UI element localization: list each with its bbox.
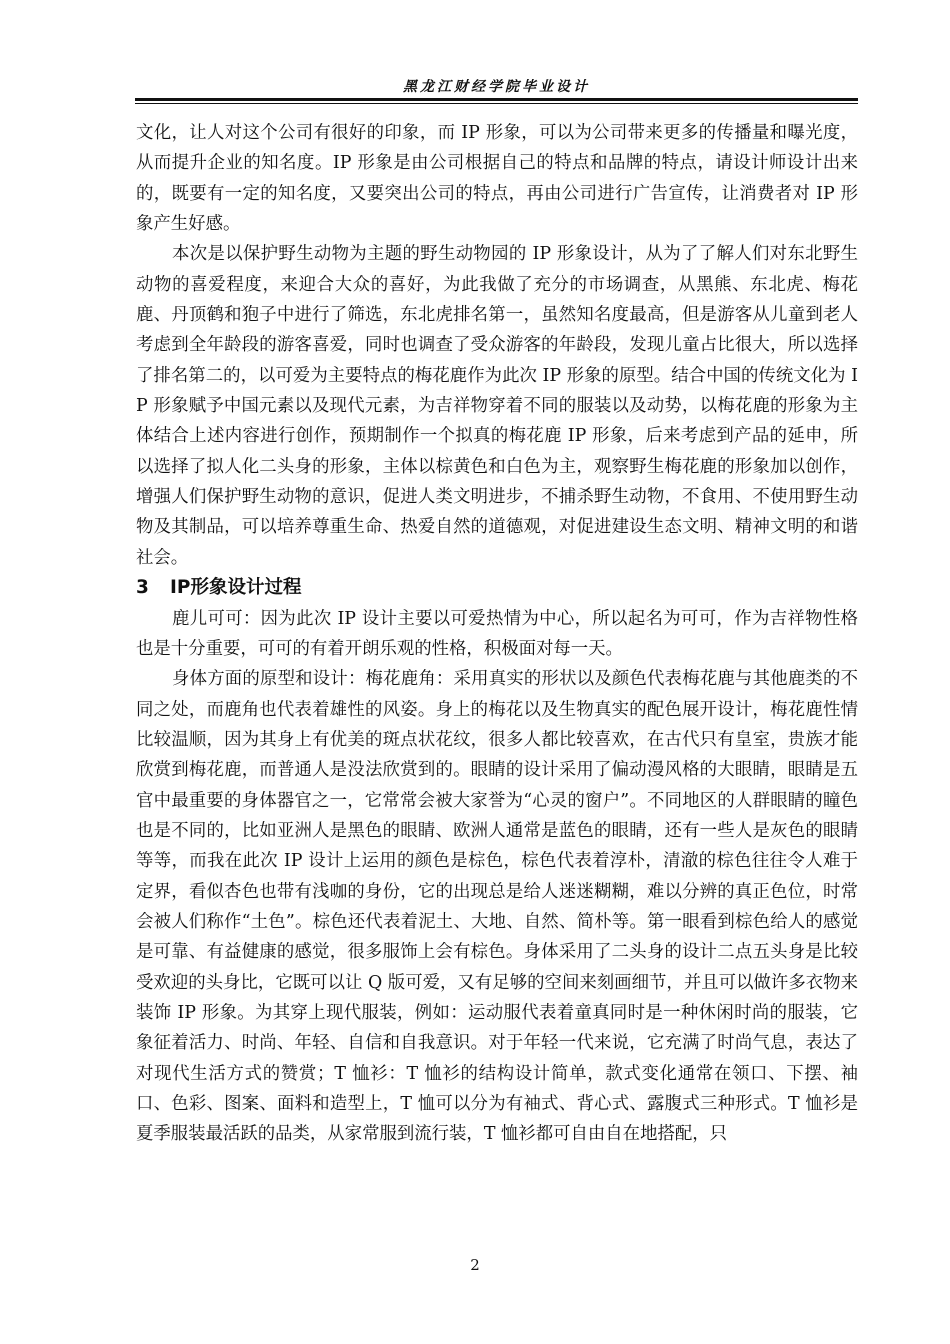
page-number: 2 (470, 1256, 480, 1274)
header-rule-thin (135, 103, 858, 104)
section-heading (136, 573, 858, 603)
paragraph-body-design: 身体方面的原型和设计：梅花鹿角：采用真实的形状以及颜色代表梅花鹿与其他鹿类的不同之处，而鹿角也代表着雄性的风姿。身上的梅花以及生物真实的配色展开设计，梅花鹿性情比较温顺，因为其身上有优美的斑点状花纹，很多人都比较喜欢，在古代只有皇室，贵族才能欣赏到梅花鹿，而普通人是没法欣赏到的。眼睛的设计采用了偏动漫风格的大眼睛，眼睛是五官中最重要的身体器官之一，它常常会被大家誉为“心灵的窗户”。不同地区的人群眼睛的瞳色也是不同的，比如亚洲人是黑色的眼睛、欧洲人通常是蓝色的眼睛，还有一些人是灰色的眼睛等等，而我在此次 IP 设计上运用的颜色是棕色，棕色代表着淳朴，清澈的棕色往往令人难于定界，看似杏色也带有浅咖的身份，它的出现总是给人迷迷糊糊，难以分辨的真正色位，时常会被人们称作“土色”。棕色还代表着泥土、大地、自然、简朴等。第一眼看到棕色给人的感觉是可靠、有益健康的感觉，很多服饰上会有棕色。身体采用了二头身的设计二点五头身是比较受欢迎的头身比，它既可以让 Q 版可爱，又有足够的空间来刻画细节，并且可以做许多衣物来装饰 IP 形象。为其穿上现代服装，例如：运动服代表着童真同时是一种休闲时尚的服装，它象征着活力、时尚、年轻、自信和自我意识。对于年轻一代来说，它充满了时尚气息，表达了对现代生活方式的赞赏；T 恤衫：T 恤衫的结构设计简单，款式变化通常在领口、下摆、袖口、色彩、图案、面料和造型上，T 恤可以分为有袖式、背心式、露腹式三种形式。T 恤衫是夏季服装最活跃的品类，从家常服到流行装，T 恤衫都可自由自在地搭配，只 (136, 669, 858, 1145)
header-rule-thick (135, 98, 858, 101)
paragraph-continued: 文化，让人对这个公司有很好的印象，而 IP 形象，可以为公司带来更多的传播量和曝光度，从而提升企业的知名度。IP 形象是由公司根据自己的特点和品牌的特点，请设计师设计出来的，既要有一定的知名度，又要突出公司的特点，再由公司进行广告宣传，让消费者对 IP 形象产生好感。 (136, 123, 858, 235)
paragraph-project-overview: 本次是以保护野生动物为主题的野生动物园的 IP 形象设计，从为了了解人们对东北野生动物的喜爱程度，来迎合大众的喜好，为此我做了充分的市场调查，从黑熊、东北虎、梅花鹿、丹顶鹤和狍子中进行了筛选，东北虎排名第一，虽然知名度最高，但是游客从儿童到老人考虑到全年龄段的游客喜爱，同时也调查了受众游客的年龄段，发现儿童占比很大，所以选择了排名第二的，以可爱为主要特点的梅花鹿作为此次 IP 形象的原型。结合中国的传统文化为 IP 形象赋予中国元素以及现代元素，为吉祥物穿着不同的服装以及动势，以梅花鹿的形象为主体结合上述内容进行创作，预期制作一个拟真的梅花鹿 IP 形象，后来考虑到产品的延申，所以选择了拟人化二头身的形象，主体以棕黄色和白色为主，观察野生梅花鹿的形象加以创作，增强人们保护野生动物的意识，促进人类文明进步，不捕杀野生动物，不食用、不使用野生动物及其制品，可以培养尊重生命、热爱自然的道德观，对促进建设生态文明、精神文明的和谐社会。 (136, 244, 858, 568)
page-header-title: 黑龙江财经学院毕业设计 (403, 79, 590, 95)
section-number: 3 (136, 577, 149, 599)
body-text (136, 118, 858, 1150)
section-title: IP形象设计过程 (170, 577, 302, 599)
paragraph-character-name: 鹿儿可可：因为此次 IP 设计主要以可爱热情为中心，所以起名为可可，作为吉祥物性格也是十分重要，可可的有着开朗乐观的性格，积极面对每一天。 (136, 608, 858, 659)
